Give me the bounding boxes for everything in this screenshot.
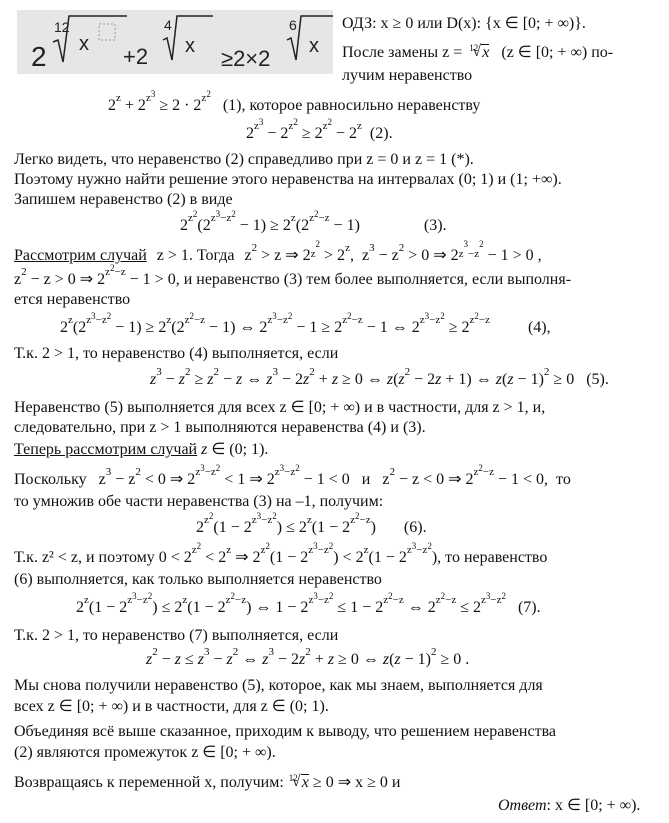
answer-label: Ответ [498, 797, 547, 814]
paragraph-16: Объединяя всё выше сказанное, приходим к выводу, что решением неравенства [14, 723, 557, 740]
paragraph-13: Т.к. 2 > 1, то неравенство (7) выполняется, если [14, 627, 339, 644]
eq4-line: $2^z(2^{z^3-z^2} - 1) \ge 2^z(2^{z^2-z} - 1)$ ⇔ $2^{z^3-z^2} - 1 \ge 2^{z^2-z} - 1$ ⇔ $2^{z^3-z^2} \ge 2^{z^2-z}$ (4), [60, 311, 551, 336]
paragraph-11: Т.к. z² < z, и поэтому $0 < 2^{z^2} < 2^z$ ⇒ $2^{z^2}(1 - 2^{z^3-z^2}) < 2^z(1 - 2^{z^3-z^2})$, то неравенство [14, 541, 548, 566]
case2-line: Теперь рассмотрим случай z ∈ (0; 1). [14, 441, 269, 458]
eq2-line: $2^{z^3} - 2^{z^2} \ge 2^{z^2} - 2^z$ (2). [246, 117, 393, 142]
eq2-label: (2). [369, 125, 393, 142]
eq5-label: (5). [586, 371, 609, 388]
eq7-line: $2^z(1 - 2^{z^3-z^2}) \le 2^z(1 - 2^{z^2-z})$ ⇔ $1 - 2^{z^3-z^2} \le 1 - 2^{z^2-z}$ ⇔ $2^{z^2-z} \le 2^{z^3-z^2}$ (7). [76, 591, 541, 616]
eq3-label: (3). [423, 217, 447, 234]
banner-plus-2: +2 [123, 44, 149, 69]
case1-line: Рассмотрим случай z > 1. Тогда $z^2 > z$ ⇒ $2^{z^2} > 2^z$, $z^3 - z^2 > 0$ ⇒ $2^{z^3-z^2} - 1 > 0$ , [14, 239, 542, 264]
root12-x: √ 12 x [472, 44, 489, 61]
eq5-line: $z^3 - z^2 \ge z^2 - z$ ⇔ $z^3 - 2z^2 + z \ge 0$ ⇔ $z(z^2 - 2z + 1)$ ⇔ $z(z - 1)^2 \ge 0$ (5). [150, 366, 609, 388]
substitution-text: После замены z = [342, 44, 463, 61]
paragraph-7: Неравенство (5) выполняется для всех z ∈ [0; + ∞) и в частности, для z > 1, и, [14, 399, 546, 416]
paragraph-8: следовательно, при z > 1 выполняются неравенства (4) и (3). [14, 419, 426, 436]
inequality-image-banner [17, 10, 333, 74]
odz-line: ОДЗ: x ≥ 0 или D(x): {x ∈ [0; + ∞)}. [342, 15, 586, 32]
case1-condition: z > 1. Тогда [156, 247, 235, 264]
banner-geq-2x2: ≥2×2 [221, 46, 271, 71]
banner-base-2: 2 [31, 41, 47, 72]
paragraph-1: Легко видеть, что неравенство (2) справедливо при z = 0 и z = 1 (*). [14, 151, 474, 168]
since-text: Поскольку [14, 471, 87, 488]
eq6-label: (6). [403, 519, 427, 536]
case1-line-3: ется неравенство [14, 291, 131, 308]
return-result: ≥ 0 ⇒ x ≥ 0 и [312, 774, 401, 791]
answer-value: : x ∈ [0; + ∞). [546, 797, 641, 814]
eq1-line: $2^z + 2^{z^3} \ge 2 \cdot 2^{z^2}$ (1), которое равносильно неравенству [108, 89, 481, 114]
inequality-formula-image [17, 10, 333, 74]
paragraph-17: (2) являются промежуток z ∈ [0; + ∞). [14, 744, 276, 761]
case2-heading: Теперь рассмотрим случай [14, 441, 198, 458]
p11-text-b: , то неравенство [437, 549, 548, 566]
paragraph-6: Т.к. 2 > 1, то неравенство (4) выполняется, если [14, 345, 339, 362]
answer-line [498, 796, 640, 816]
eq4-label: (4), [527, 319, 551, 336]
since-line: Поскольку $z^3 - z^2 < 0$ ⇒ $2^{z^3-z^2} < 1$ ⇒ $2^{z^3-z^2} - 1 < 0$ и $z^2 - z < 0$ ⇒ $2^{z^2-z} - 1 < 0$, то [14, 463, 571, 488]
case1-line-2: $z^2 - z > 0$ ⇒ $2^{z^2-z} - 1 > 0$, и неравенство (3) тем более выполняется, если выполня- [14, 263, 572, 288]
case1-heading: Рассмотрим случай [14, 247, 147, 264]
return-line [14, 773, 400, 793]
paragraph-2: Поэтому нужно найти решение этого неравенства на интервалах (0; 1) и (1; +∞). [14, 171, 562, 188]
p11-text-a: Т.к. z² < z, и поэтому 0 < [14, 549, 180, 566]
substitution-line [342, 43, 613, 63]
eq3-line: $2^{z^2}(2^{z^3-z^2} - 1) \ge 2^z(2^{z^2-z} - 1)$ (3). [180, 209, 447, 234]
eq6-line: $2^{z^2}(1 - 2^{z^3-z^2}) \le 2^z(1 - 2^{z^2-z})$ (6). [196, 511, 427, 536]
return-text: Возвращаясь к переменной x, получим: [14, 774, 284, 791]
eq7-label: (7). [517, 599, 541, 616]
substitution-line-2: лучим неравенство [342, 67, 473, 84]
banner-root-index-4: 4 [164, 17, 172, 33]
case1-text: , и неравенство (3) тем более выполняется, если выполня- [175, 271, 572, 288]
substitution-domain: (z ∈ [0; + ∞) по- [501, 44, 614, 61]
eq8-line: $z^2 - z \le z^3 - z^2$ ⇔ $z^3 - 2z^2 + z \ge 0$ ⇔ $z(z - 1)^2 \ge 0$ . [146, 646, 470, 668]
paragraph-14: Мы снова получили неравенство (5), которое, как мы знаем, выполняется для [14, 677, 543, 694]
paragraph-3: Запишем неравенство (2) в виде [14, 191, 233, 208]
paragraph-15: всех z ∈ [0; + ∞) и в частности, для z ∈ (0; 1). [14, 698, 329, 715]
eq1-remark: (1), которое равносильно неравенству [222, 97, 481, 114]
banner-x2: x [185, 35, 195, 57]
banner-x3: x [309, 35, 319, 57]
banner-x1: x [79, 33, 89, 55]
banner-root-index-6: 6 [289, 17, 297, 33]
paragraph-12: (6) выполняется, как только выполняется неравенство [14, 571, 382, 588]
paragraph-10: то умножив обе части неравенства (3) на –1, получим: [14, 493, 384, 510]
banner-root-index-12: 12 [54, 19, 70, 35]
root12-x-final: √ 12 x [292, 774, 309, 791]
